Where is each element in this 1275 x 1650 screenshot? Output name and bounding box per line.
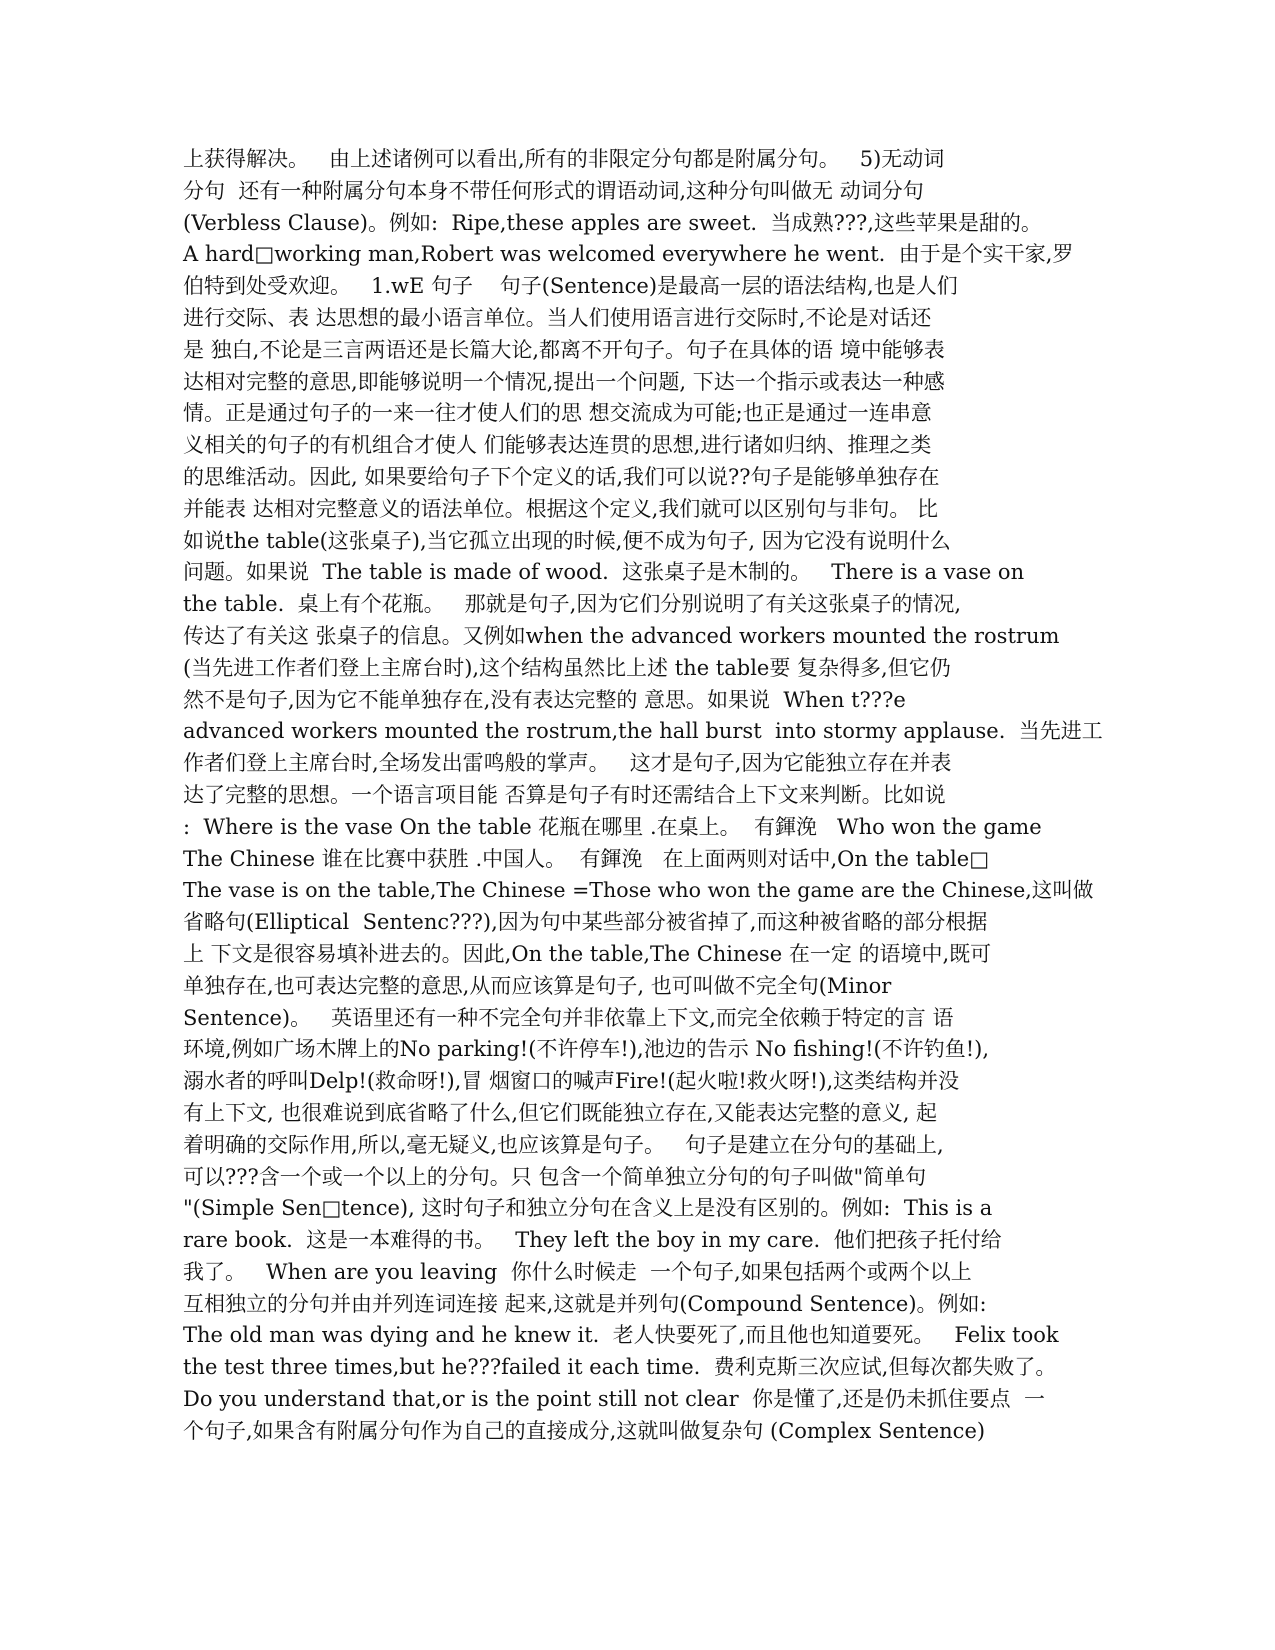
text-line: 的思维活动。因此, 如果要给句子下个定义的话,我们可以说??句子是能够单独存在	[183, 464, 940, 489]
text-line: 伯特到处受欢迎。 1.wE 句子 句子(Sentence)是最高一层的语法结构,也是人们	[183, 274, 958, 299]
text-line: "(Simple Sen□tence), 这时句子和独立分句在含义上是没有区别的。例如: This is a	[183, 1196, 993, 1221]
text-line: rare book. 这是一本难得的书。 They left the boy in my care. 他们把孩子托付给	[183, 1228, 1002, 1253]
text-line: 传达了有关这 张桌子的信息。又例如when the advanced workers mounted the rostrum	[183, 623, 1060, 648]
text-line: (当先进工作者们登上主席台时),这个结构虽然比上述 the table要 复杂得多,但它仍	[183, 655, 951, 680]
text-line: 义相关的句子的有机组合才使人 们能够表达连贯的思想,进行诸如归纳、推理之类	[183, 433, 932, 458]
text-line: 并能表 达相对完整意义的语法单位。根据这个定义,我们就可以区别句与非句。 比	[183, 496, 939, 521]
text-line: 是 独白,不论是三言两语还是长篇大论,都离不开句子。句子在具体的语 境中能够表	[183, 337, 945, 362]
text-line: 问题。如果说 The table is made of wood. 这张桌子是木制的。 There is a vase on	[183, 560, 1025, 585]
text-line: 达相对完整的意思,即能够说明一个情况,提出一个问题, 下达一个指示或表达一种感	[183, 369, 945, 394]
text-line: 分句 还有一种附属分句本身不带任何形式的谓语动词,这种分句叫做无 动词分句	[183, 178, 924, 203]
text-line: (Verbless Clause)。例如: Ripe,these apples are sweet. 当成熟???,这些苹果是甜的。	[183, 210, 1042, 235]
text-line: 上获得解决。 由上述诸例可以看出,所有的非限定分句都是附属分句。 5)无动词	[183, 147, 945, 171]
text-line: 互相独立的分句并由并列连词连接 起来,这就是并列句(Compound Sentence)。例如:	[183, 1291, 987, 1316]
text-line: 可以???含一个或一个以上的分句。只 包含一个简单独立分句的句子叫做"简单句	[183, 1164, 927, 1189]
text-line: the table. 桌上有个花瓶。 那就是句子,因为它们分别说明了有关这张桌子的情况,	[183, 592, 962, 617]
text-line: A hard□working man,Robert was welcomed everywhere he went. 由于是个实干家,罗	[183, 242, 1074, 267]
text-line: the test three times,but he???failed it each time. 费利克斯三次应试,但每次都失败了。	[183, 1355, 1057, 1380]
text-line: 环境,例如广场木牌上的No parking!(不许停车!),池边的告示 No fishing!(不许钓鱼!),	[183, 1037, 990, 1062]
text-line: 着明确的交际作用,所以,毫无疑义,也应该算是句子。 句子是建立在分句的基础上,	[183, 1132, 944, 1157]
text-line: 单独存在,也可表达完整的意思,从而应该算是句子, 也可叫做不完全句(Minor	[183, 973, 892, 998]
text-line: Do you understand that,or is the point still not clear 你是懂了,还是仍未抓住要点 一	[183, 1387, 1045, 1412]
text-line: advanced workers mounted the rostrum,the hall burst into stormy applause. 当先进工	[183, 719, 1103, 744]
text-line: The vase is on the table,The Chinese =Those who won the game are the Chinese,这叫做	[183, 878, 1094, 903]
text-line: 作者们登上主席台时,全场发出雷鸣般的掌声。 这才是句子,因为它能独立存在并表	[183, 751, 952, 776]
text-line: 达了完整的思想。一个语言项目能 否算是句子有时还需结合上下文来判断。比如说	[183, 782, 946, 807]
text-line: 上 下文是很容易填补进去的。因此,On the table,The Chinese 在一定 的语境中,既可	[183, 941, 992, 966]
text-line: 如说the table(这张桌子),当它孤立出现的时候,便不成为句子, 因为它没有说明什么	[183, 528, 951, 553]
text-line: 个句子,如果含有附属分句作为自己的直接成分,这就叫做复杂句 (Complex Sentence)	[183, 1418, 986, 1443]
text-line: 我了。 When are you leaving 你什么时候走 一个句子,如果包括两个或两个以上	[183, 1259, 972, 1284]
text-line: 有上下文, 也很难说到底省略了什么,但它们既能独立存在,又能表达完整的意义, 起	[183, 1100, 938, 1125]
text-line: Sentence)。 英语里还有一种不完全句并非依靠上下文,而完全依赖于特定的言 语	[183, 1005, 954, 1030]
text-line: 溺水者的呼叫Delp!(救命呀!),冒 烟窗口的喊声Fire!(起火啦!救火呀!),这类结构并没	[183, 1069, 960, 1094]
text-line: The Chinese 谁在比赛中获胜 .中国人。 有鍕浼 在上面两则对话中,On the table□	[183, 846, 990, 871]
text-line: 然不是句子,因为它不能单独存在,没有表达完整的 意思。如果说 When t???e	[183, 687, 906, 712]
text-line: 省略句(Elliptical Sentenc???),因为句中某些部分被省掉了,而这种被省略的部分根据	[183, 910, 988, 935]
text-line: The old man was dying and he knew it. 老人快要死了,而且他也知道要死。 Felix took	[183, 1323, 1059, 1348]
text-line: : Where is the vase On the table 花瓶在哪里 .在桌上。 有鍕浼 Who won the game	[183, 814, 1042, 839]
body-text	[183, 144, 1103, 1448]
text-line: 进行交际、表 达思想的最小语言单位。当人们使用语言进行交际时,不论是对话还	[183, 305, 932, 330]
text-line: 情。正是通过句子的一来一往才使人们的思 想交流成为可能;也正是通过一连串意	[183, 401, 932, 426]
